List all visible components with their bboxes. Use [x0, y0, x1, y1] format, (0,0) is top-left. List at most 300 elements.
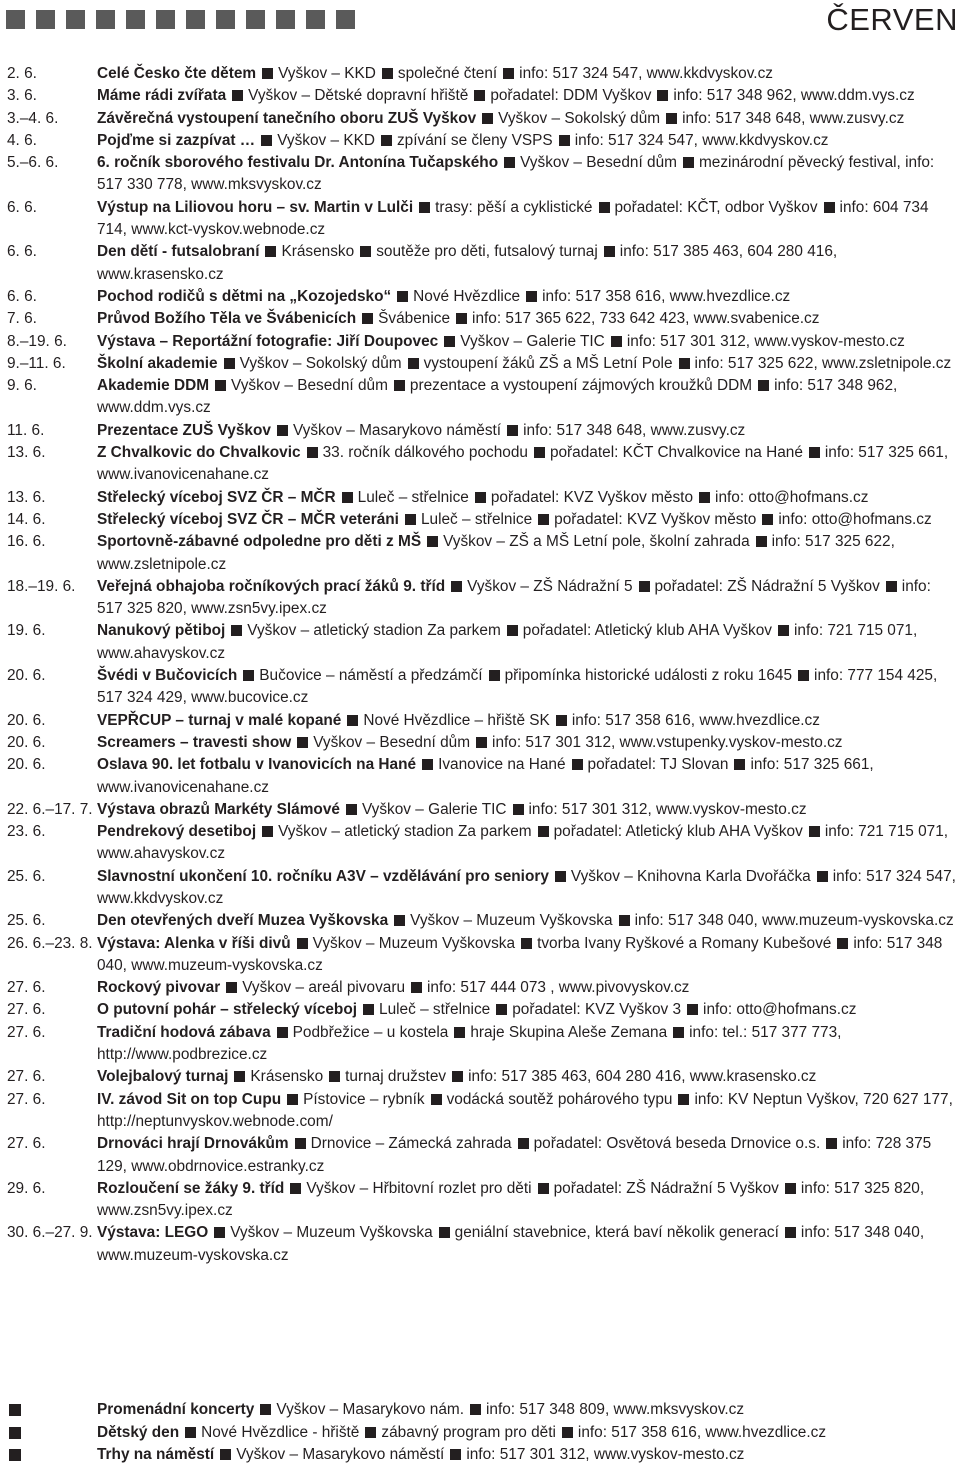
event-detail: Luleč – střelnice	[379, 1001, 491, 1019]
event-date: 30. 6.–27. 9.	[7, 1224, 93, 1242]
event-row	[7, 286, 957, 308]
event-detail: Vyškov – KKD	[278, 65, 376, 82]
event-row	[7, 710, 957, 732]
event-title: Den otevřených dveří Muzea Vyškovska	[97, 912, 389, 930]
bullet-square-icon	[347, 715, 358, 726]
event-row	[7, 977, 957, 999]
event-detail: zábavný program pro děti	[381, 1423, 556, 1441]
event-date: 6. 6.	[7, 287, 37, 305]
event-body	[97, 442, 957, 487]
event-body	[97, 130, 957, 152]
event-title: Den dětí - futsalobraní	[97, 243, 260, 261]
bullet-square-icon	[234, 1071, 245, 1082]
event-row	[7, 754, 957, 799]
event-date: 19. 6.	[7, 622, 46, 640]
event-detail: info: 517 325 622, www.zsletnipole.cz	[97, 533, 895, 573]
event-body	[97, 710, 957, 732]
event-date: 23. 6.	[7, 823, 46, 841]
recurring-row	[7, 1422, 957, 1445]
recurring-body	[97, 1422, 957, 1445]
event-date: 22. 6.–17. 7.	[7, 800, 93, 818]
event-detail: Vyškov – atletický stadion Za parkem	[247, 622, 501, 640]
event-title: Pendrekový desetiboj	[97, 823, 257, 841]
event-detail: Vyškov – ZŠ a MŠ Letní pole, školní zahrada	[443, 533, 750, 551]
event-row	[7, 1133, 957, 1178]
event-title: Pochod rodičů s dětmi na „Kozojedsko“	[97, 287, 392, 305]
event-detail: Pístovice – rybník	[303, 1090, 425, 1108]
event-detail: hraje Skupina Aleše Zemana	[470, 1023, 668, 1041]
bullet-square-icon	[394, 380, 405, 391]
bullet-square-icon	[604, 246, 615, 257]
event-row	[7, 910, 957, 932]
bullet-square-icon	[809, 447, 820, 458]
event-detail: Bučovice – náměstí a předzámčí	[259, 667, 483, 685]
bullet-square-icon	[482, 113, 493, 124]
bullet-square-icon	[837, 938, 848, 949]
event-body	[97, 999, 957, 1021]
event-date: 9. 6.	[7, 377, 37, 395]
bullet-square-icon	[503, 68, 514, 79]
bullet-square-icon	[778, 625, 789, 636]
event-detail: info: 517 301 312, www.vstupenky.vyskov-mesto.cz	[492, 733, 843, 751]
event-body	[97, 241, 957, 286]
bullet-square-icon	[419, 202, 430, 213]
event-detail: soutěže pro děti, futsalový turnaj	[376, 243, 598, 261]
event-title: Výstava obrazů Markéty Slámové	[97, 800, 340, 818]
event-detail: Vyškov – Dětské dopravní hřiště	[248, 87, 469, 105]
header-square	[156, 10, 175, 29]
event-detail: Vyškov – Besední dům	[231, 377, 388, 395]
event-date: 20. 6.	[7, 711, 46, 729]
event-detail: info: 517 348 648, www.zusvy.cz	[523, 421, 746, 439]
event-body	[97, 531, 957, 576]
event-date: 3. 6.	[7, 87, 37, 105]
bullet-square-icon	[809, 826, 820, 837]
event-date: 16. 6.	[7, 533, 46, 551]
bullet-square-icon	[798, 670, 809, 681]
event-detail: Vyškov – ZŠ Nádražní 5	[467, 577, 633, 595]
bullet-square-icon	[9, 1427, 21, 1439]
event-date: 25. 6.	[7, 912, 46, 930]
event-title: Veřejná obhajoba ročníkových prací žáků 9. tříd	[97, 577, 446, 595]
event-date: 27. 6.	[7, 1090, 46, 1108]
event-date: 27. 6.	[7, 1135, 46, 1153]
event-detail: info: 517 324 547, www.kkdvyskov.cz	[574, 131, 829, 149]
event-detail: info: 721 715 071, www.ahavyskov.cz	[97, 622, 918, 662]
event-detail: pořadatel: Atletický klub AHA Vyškov	[522, 622, 772, 640]
event-title: Školní akademie	[97, 354, 218, 372]
recurring-row	[7, 1399, 957, 1422]
header-square	[186, 10, 205, 29]
bullet-square-icon	[817, 871, 828, 882]
header-square	[126, 10, 145, 29]
event-detail: Vyškov – Masarykovo náměstí	[292, 421, 502, 439]
bullet-square-icon	[329, 1071, 340, 1082]
event-row	[7, 487, 957, 509]
bullet-square-icon	[504, 157, 515, 168]
header-square	[66, 10, 85, 29]
event-row	[7, 531, 957, 576]
header-square	[336, 10, 355, 29]
event-row	[7, 732, 957, 754]
event-body	[97, 509, 957, 531]
event-detail: info: 604 734 714, www.kct-vyskov.webnode.cz	[97, 198, 929, 239]
event-date: 5.–6. 6.	[7, 154, 59, 172]
event-title: 6. ročník sborového festivalu Dr. Antonína Tučapského	[97, 154, 499, 172]
event-title: Rockový pivovar	[97, 979, 221, 997]
bullet-square-icon	[538, 826, 549, 837]
event-title: Závěrečná vystoupení tanečního oboru ZUŠ Vyškov	[97, 109, 477, 127]
page-header	[0, 0, 960, 40]
event-title: IV. závod Sit on top Cupu	[97, 1090, 282, 1108]
event-detail: info: 517 385 463, 604 280 416, www.krasensko.cz	[468, 1068, 817, 1086]
event-detail: Vyškov – Sokolský dům	[498, 109, 661, 127]
header-square	[96, 10, 115, 29]
header-square	[6, 10, 25, 29]
event-date: 29. 6.	[7, 1179, 46, 1197]
event-date: 27. 6.	[7, 979, 46, 997]
bullet-square-icon	[431, 1094, 442, 1105]
event-body	[97, 1178, 957, 1223]
recurring-row	[7, 1444, 957, 1467]
bullet-square-icon	[470, 1404, 481, 1415]
event-title: Tradiční hodová zábava	[97, 1023, 271, 1041]
event-row	[7, 1066, 957, 1088]
event-detail: společné čtení	[397, 65, 498, 82]
bullet-square-icon	[673, 1027, 684, 1038]
event-body	[97, 620, 957, 665]
bullet-square-icon	[360, 246, 371, 257]
event-body	[97, 353, 957, 375]
bullet-square-icon	[666, 113, 677, 124]
bullet-square-icon	[307, 447, 318, 458]
event-title: Máme rádi zvířata	[97, 87, 227, 105]
event-title: Sportovně-zábavné odpoledne pro děti z MŠ	[97, 533, 422, 551]
event-body	[97, 1133, 957, 1178]
event-row	[7, 933, 957, 978]
event-date: 6. 6.	[7, 198, 37, 216]
bullet-square-icon	[422, 759, 433, 770]
event-detail: Luleč – střelnice	[420, 510, 533, 528]
event-title: Prezentace ZUŠ Vyškov	[97, 421, 271, 439]
event-detail: info: 517 348 040, www.muzeum-vyskovska.cz	[634, 912, 954, 930]
bullet-square-icon	[381, 135, 392, 146]
bullet-square-icon	[526, 291, 537, 302]
event-title: Screamers – travesti show	[97, 733, 292, 751]
event-title: Výstava: LEGO	[97, 1224, 209, 1242]
event-detail: pořadatel: KVZ Vyškov město	[554, 510, 757, 528]
event-detail: Vyškov – Besední dům	[520, 154, 677, 172]
event-detail: info: 517 365 622, 733 642 423, www.svabenice.cz	[472, 310, 820, 328]
event-body	[97, 665, 957, 710]
bullet-square-icon	[452, 1071, 463, 1082]
bullet-square-icon	[9, 1449, 21, 1461]
event-date: 20. 6.	[7, 667, 46, 685]
event-date: 14. 6.	[7, 510, 46, 528]
bullet-square-icon	[444, 336, 455, 347]
header-square	[306, 10, 325, 29]
event-detail: pořadatel: DDM Vyškov	[490, 87, 652, 105]
event-detail: Podbřežice – u kostela	[292, 1023, 449, 1041]
event-row	[7, 420, 957, 442]
event-detail: info: 517 358 616, www.hvezdlice.cz	[571, 711, 820, 729]
event-title: Nanukový pětiboj	[97, 622, 226, 640]
event-detail: Vyškov – atletický stadion Za parkem	[278, 823, 532, 841]
bullet-square-icon	[534, 447, 545, 458]
bullet-square-icon	[224, 358, 235, 369]
recurring-body	[97, 1399, 957, 1422]
event-row	[7, 509, 957, 531]
event-body	[97, 85, 957, 107]
event-body	[97, 866, 957, 911]
event-detail: info: tel.: 517 377 773, http://www.podbrezice.cz	[97, 1023, 842, 1064]
bullet-square-icon	[220, 1449, 231, 1460]
bullet-square-icon	[562, 1427, 573, 1438]
event-date: 27. 6.	[7, 1068, 46, 1086]
event-row	[7, 130, 957, 152]
event-detail: Nové Hvězdlice	[413, 287, 521, 305]
event-detail: Vyškov – Besední dům	[313, 733, 471, 751]
event-row	[7, 620, 957, 665]
event-row	[7, 1178, 957, 1223]
event-detail: pořadatel: KČT Chvalkovice na Hané	[549, 444, 803, 462]
event-detail: info: 517 348 040, www.muzeum-vyskovska.cz	[97, 934, 943, 974]
header-square	[36, 10, 55, 29]
event-title: Akademie DDM	[97, 377, 210, 395]
event-date: 9.–11. 6.	[7, 354, 66, 372]
event-title: VEPŘCUP – turnaj v malé kopané	[97, 711, 342, 729]
event-detail: info: 517 301 312, www.vyskov-mesto.cz	[528, 800, 807, 818]
header-decorative-squares	[6, 10, 355, 29]
event-title: Slavnostní ukončení 10. ročníku A3V – vzdělávání pro seniory	[97, 867, 549, 885]
bullet-square-icon	[611, 336, 622, 347]
event-date: 18.–19. 6.	[7, 577, 76, 595]
bullet-square-icon	[521, 938, 532, 949]
header-square	[276, 10, 295, 29]
event-row	[7, 1222, 957, 1267]
event-title: O putovní pohár – střelecký víceboj	[97, 1001, 358, 1019]
event-title: Výstava – Reportážní fotografie: Jiří Doupovec	[97, 332, 439, 350]
event-detail: Vyškov – areál pivovaru	[242, 979, 406, 997]
bullet-square-icon	[346, 804, 357, 815]
event-detail: trasy: pěší a cyklistické	[435, 198, 593, 216]
event-detail: Vyškov – KKD	[277, 131, 375, 149]
event-date: 6. 6.	[7, 243, 37, 261]
bullet-square-icon	[456, 313, 467, 324]
bullet-square-icon	[297, 938, 308, 949]
bullet-square-icon	[826, 1138, 837, 1149]
bullet-square-icon	[538, 1183, 549, 1194]
bullet-square-icon	[295, 1138, 306, 1149]
event-body	[97, 933, 957, 978]
event-detail: info: 517 348 962, www.ddm.vys.cz	[97, 377, 898, 417]
event-date: 8.–19. 6.	[7, 332, 67, 350]
bullet-square-icon	[277, 1027, 288, 1038]
bullet-square-icon	[758, 380, 769, 391]
event-body	[97, 732, 957, 754]
event-title: Promenádní koncerty	[97, 1401, 255, 1418]
event-detail: info: 517 348 962, www.ddm.vys.cz	[673, 87, 915, 105]
event-detail: info: 777 154 425, 517 324 429, www.bucovice.cz	[97, 667, 938, 707]
event-detail: Vyškov – Hřbitovní rozlet pro děti	[306, 1179, 532, 1197]
bullet-square-icon	[262, 826, 273, 837]
event-row	[7, 308, 957, 330]
event-body	[97, 420, 957, 442]
bullet-square-icon	[756, 536, 767, 547]
event-detail: info: 721 715 071, www.ahavyskov.cz	[97, 823, 949, 863]
event-date: 27. 6.	[7, 1001, 46, 1019]
bullet-square-icon	[572, 759, 583, 770]
event-detail: pořadatel: Atletický klub AHA Vyškov	[553, 823, 803, 841]
bullet-square-icon	[559, 135, 570, 146]
event-detail: info: 517 301 312, www.vyskov-mesto.cz	[466, 1446, 745, 1464]
event-body	[97, 197, 957, 242]
event-detail: Nové Hvězdlice - hřiště	[201, 1423, 360, 1441]
bullet-square-icon	[427, 536, 438, 547]
event-detail: Nové Hvězdlice – hřiště SK	[363, 711, 550, 729]
event-detail: vodácká soutěž pohárového typu	[446, 1090, 673, 1108]
bullet-square-icon	[287, 1094, 298, 1105]
event-row	[7, 197, 957, 242]
event-detail: Drnovice – Zámecká zahrada	[310, 1135, 512, 1153]
event-detail: mezinárodní pěvecký festival, info: 517 330 778, www.mksvyskov.cz	[97, 154, 935, 194]
bullet-square-icon	[475, 492, 486, 503]
event-body	[97, 754, 957, 799]
bullet-square-icon	[734, 759, 745, 770]
event-detail: Vyškov – Knihovna Karla Dvořáčka	[570, 867, 811, 885]
event-detail: připomínka historické události z roku 1645	[504, 667, 793, 685]
event-detail: info: 517 325 661, www.ivanovicenahane.cz	[97, 756, 874, 796]
event-date: 13. 6.	[7, 444, 46, 462]
event-row	[7, 375, 957, 420]
event-detail: info: 517 324 547, www.kkdvyskov.cz	[519, 65, 773, 82]
event-title: Z Chvalkovic do Chvalkovic	[97, 444, 301, 462]
event-row	[7, 241, 957, 286]
event-body	[97, 1022, 957, 1067]
bullet-square-icon	[556, 715, 567, 726]
bullet-square-icon	[474, 90, 485, 101]
event-body	[97, 487, 957, 509]
bullet-square-icon	[382, 68, 393, 79]
bullet-square-icon	[411, 982, 422, 993]
event-detail: Vyškov – Galerie TIC	[361, 800, 507, 818]
bullet-square-icon	[450, 1449, 461, 1460]
event-title: Rozloučení se žáky 9. tříd	[97, 1179, 285, 1197]
bullet-square-icon	[886, 581, 897, 592]
month-title: ČERVEN	[826, 2, 958, 37]
event-detail: zpívání se členy VSPS	[396, 131, 553, 149]
event-date: 20. 6.	[7, 756, 46, 774]
event-detail: 33. ročník dálkového pochodu	[322, 444, 528, 462]
bullet-square-icon	[555, 871, 566, 882]
event-detail: info: 517 325 661, www.ivanovicenahane.cz	[97, 444, 949, 484]
bullet-square-icon	[394, 915, 405, 926]
bullet-square-icon	[678, 1094, 689, 1105]
event-detail: prezentace a vystoupení zájmových kroužků DDM	[409, 377, 753, 395]
bullet-square-icon	[231, 625, 242, 636]
event-date: 13. 6.	[7, 488, 46, 506]
bullet-square-icon	[363, 1004, 374, 1015]
bullet-square-icon	[365, 1427, 376, 1438]
event-body	[97, 286, 957, 308]
event-detail: Ivanovice na Hané	[438, 756, 566, 774]
bullet-square-icon	[265, 246, 276, 257]
bullet-square-icon	[290, 1183, 301, 1194]
event-row	[7, 108, 957, 130]
event-detail: pořadatel: KČT, odbor Vyškov	[614, 198, 818, 216]
event-body	[97, 63, 957, 85]
event-detail: Vyškov – Masarykovo náměstí	[236, 1446, 445, 1464]
event-date: 26. 6.–23. 8.	[7, 934, 93, 952]
event-detail: info: 517 348 809, www.mksvyskov.cz	[485, 1401, 745, 1418]
event-body	[97, 1222, 957, 1267]
event-detail: pořadatel: KVZ Vyškov 3	[512, 1001, 682, 1019]
event-detail: info: 517 358 616, www.hvezdlice.cz	[577, 1423, 827, 1441]
event-title: Střelecký víceboj SVZ ČR – MČR veteráni	[97, 510, 399, 528]
event-body	[97, 108, 957, 130]
bullet-square-icon	[507, 625, 518, 636]
event-detail: Vyškov – Muzeum Vyškovska	[230, 1224, 433, 1242]
event-detail: Vyškov – Muzeum Vyškovska	[410, 912, 613, 930]
bullet-square-icon	[489, 670, 500, 681]
event-detail: info: 728 375 129, www.obdrnovice.estranky.cz	[97, 1135, 932, 1175]
recurring-events	[7, 1399, 957, 1467]
event-title: Drnováci hrají Drnovákům	[97, 1135, 289, 1153]
event-date: 2. 6.	[7, 65, 37, 82]
event-detail: vystoupení žáků ZŠ a MŠ Letní Pole	[423, 354, 673, 372]
event-row	[7, 866, 957, 911]
event-body	[97, 375, 957, 420]
event-detail: pořadatel: ZŠ Nádražní 5 Vyškov	[553, 1179, 779, 1197]
bullet-square-icon	[599, 202, 610, 213]
bullet-square-icon	[683, 157, 694, 168]
event-row	[7, 799, 957, 821]
event-title: Oslava 90. let fotbalu v Ivanovicích na Hané	[97, 756, 417, 774]
event-body	[97, 977, 957, 999]
bullet-square-icon	[657, 90, 668, 101]
bullet-square-icon	[243, 670, 254, 681]
event-date: 11. 6.	[7, 421, 45, 439]
event-row	[7, 152, 957, 197]
bullet-square-icon	[538, 514, 549, 525]
event-detail: info: 517 324 547, www.kkdvyskov.cz	[97, 867, 956, 907]
event-row	[7, 1022, 957, 1067]
event-date: 7. 6.	[7, 310, 37, 328]
event-detail: Švábenice	[378, 310, 451, 328]
event-row	[7, 821, 957, 866]
event-title: Pojďme si zazpívat …	[97, 131, 256, 149]
event-title: Výstava: Alenka v říši divů	[97, 934, 291, 952]
bullet-square-icon	[405, 514, 416, 525]
bullet-square-icon	[261, 135, 272, 146]
event-title: Švédi v Bučovicích	[97, 667, 238, 685]
event-list	[7, 63, 957, 1267]
bullet-square-icon	[762, 514, 773, 525]
event-title: Volejbalový turnaj	[97, 1068, 229, 1086]
bullet-square-icon	[342, 492, 353, 503]
event-body	[97, 910, 957, 932]
bullet-square-icon	[785, 1183, 796, 1194]
event-date: 27. 6.	[7, 1023, 46, 1041]
event-detail: Vyškov – Muzeum Vyškovska	[312, 934, 516, 952]
event-body	[97, 1089, 957, 1134]
event-detail: pořadatel: ZŠ Nádražní 5 Vyškov	[654, 577, 880, 595]
event-detail: info: 517 385 463, 604 280 416, www.krasensko.cz	[97, 243, 838, 283]
bullet-square-icon	[824, 202, 835, 213]
event-row	[7, 576, 957, 621]
bullet-square-icon	[226, 982, 237, 993]
event-detail: info: 517 325 820, www.zsn5vy.ipex.cz	[97, 1179, 925, 1220]
